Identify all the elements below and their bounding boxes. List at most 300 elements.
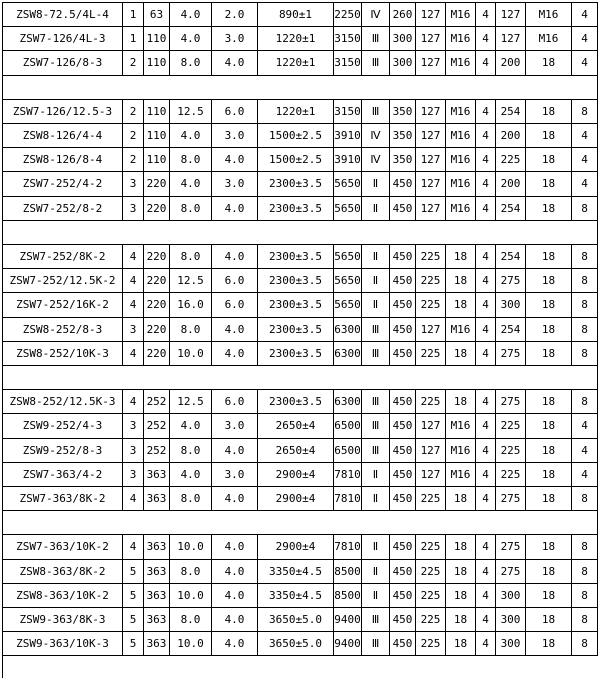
model-cell: ZSW9-363/8K-3 <box>3 608 123 631</box>
col-15-cell: 8 <box>572 584 598 607</box>
col-2-cell: 4 <box>123 245 144 268</box>
col-10-cell: 127 <box>416 172 446 195</box>
col-8-cell: Ⅲ <box>362 318 390 341</box>
table-row <box>3 197 598 221</box>
col-14-cell: 18 <box>526 439 572 462</box>
col-13-cell: 200 <box>496 51 526 74</box>
col-15-cell: 8 <box>572 560 598 583</box>
col-3-cell: 363 <box>144 487 170 510</box>
col-6-cell: 2900±4 <box>258 535 334 558</box>
col-10-cell: 127 <box>416 439 446 462</box>
col-2-cell: 2 <box>123 124 144 147</box>
col-4-cell: 4.0 <box>170 27 212 50</box>
group-separator <box>3 366 598 390</box>
col-10-cell: 225 <box>416 245 446 268</box>
col-15-cell: 8 <box>572 487 598 510</box>
col-14-cell: 18 <box>526 245 572 268</box>
col-11-cell: M16 <box>446 172 476 195</box>
col-6-cell: 2300±3.5 <box>258 172 334 195</box>
model-cell: ZSW7-363/10K-2 <box>3 535 123 558</box>
col-15-cell: 4 <box>572 3 598 26</box>
col-6-cell: 1220±1 <box>258 100 334 123</box>
col-6-cell: 1500±2.5 <box>258 148 334 171</box>
group-separator <box>3 76 598 100</box>
col-4-cell: 4.0 <box>170 172 212 195</box>
col-6-cell: 2300±3.5 <box>258 197 334 220</box>
col-8-cell: Ⅱ <box>362 269 390 292</box>
col-2-cell: 5 <box>123 632 144 655</box>
col-5-cell: 4.0 <box>212 560 258 583</box>
col-10-cell: 225 <box>416 390 446 413</box>
col-8-cell: Ⅱ <box>362 197 390 220</box>
col-10-cell: 127 <box>416 3 446 26</box>
col-14-cell: M16 <box>526 3 572 26</box>
col-10-cell: 225 <box>416 269 446 292</box>
col-13-cell: 127 <box>496 27 526 50</box>
col-12-cell: 4 <box>476 245 496 268</box>
col-10-cell: 127 <box>416 148 446 171</box>
col-9-cell: 300 <box>390 51 416 74</box>
model-cell: ZSW7-363/8K-2 <box>3 487 123 510</box>
col-4-cell: 12.5 <box>170 269 212 292</box>
col-2-cell: 3 <box>123 439 144 462</box>
col-4-cell: 8.0 <box>170 51 212 74</box>
col-13-cell: 275 <box>496 535 526 558</box>
col-2-cell: 3 <box>123 463 144 486</box>
col-6-cell: 3350±4.5 <box>258 560 334 583</box>
model-cell: ZSW8-252/8-3 <box>3 318 123 341</box>
table-row <box>3 342 598 366</box>
col-8-cell: Ⅱ <box>362 245 390 268</box>
col-12-cell: 4 <box>476 3 496 26</box>
col-5-cell: 3.0 <box>212 172 258 195</box>
col-6-cell: 2300±3.5 <box>258 318 334 341</box>
col-6-cell: 890±1 <box>258 3 334 26</box>
model-cell: ZSW9-363/10K-3 <box>3 632 123 655</box>
col-14-cell: 18 <box>526 124 572 147</box>
col-3-cell: 220 <box>144 269 170 292</box>
col-2-cell: 3 <box>123 414 144 437</box>
col-8-cell: Ⅲ <box>362 100 390 123</box>
col-5-cell: 6.0 <box>212 293 258 316</box>
col-14-cell: 18 <box>526 608 572 631</box>
table-row <box>3 318 598 342</box>
col-14-cell: 18 <box>526 463 572 486</box>
col-8-cell: Ⅱ <box>362 172 390 195</box>
col-5-cell: 6.0 <box>212 390 258 413</box>
col-9-cell: 450 <box>390 197 416 220</box>
col-13-cell: 254 <box>496 100 526 123</box>
table-row <box>3 293 598 317</box>
col-2-cell: 3 <box>123 197 144 220</box>
col-7-cell: 7810 <box>334 535 362 558</box>
col-6-cell: 2300±3.5 <box>258 269 334 292</box>
col-12-cell: 4 <box>476 100 496 123</box>
col-4-cell: 8.0 <box>170 608 212 631</box>
col-3-cell: 220 <box>144 318 170 341</box>
col-9-cell: 450 <box>390 487 416 510</box>
col-14-cell: 18 <box>526 269 572 292</box>
col-4-cell: 4.0 <box>170 3 212 26</box>
table-row <box>3 245 598 269</box>
col-6-cell: 2900±4 <box>258 463 334 486</box>
col-9-cell: 450 <box>390 535 416 558</box>
col-15-cell: 8 <box>572 342 598 365</box>
col-5-cell: 4.0 <box>212 148 258 171</box>
col-10-cell: 225 <box>416 608 446 631</box>
col-4-cell: 12.5 <box>170 390 212 413</box>
col-7-cell: 8500 <box>334 560 362 583</box>
table-row <box>3 608 598 632</box>
model-cell: ZSW8-126/8-4 <box>3 148 123 171</box>
model-cell: ZSW8-126/4-4 <box>3 124 123 147</box>
col-5-cell: 4.0 <box>212 487 258 510</box>
col-14-cell: 18 <box>526 342 572 365</box>
col-3-cell: 220 <box>144 245 170 268</box>
separator-cell <box>3 221 598 244</box>
model-cell: ZSW8-252/10K-3 <box>3 342 123 365</box>
col-10-cell: 127 <box>416 197 446 220</box>
col-4-cell: 4.0 <box>170 124 212 147</box>
col-6-cell: 2300±3.5 <box>258 293 334 316</box>
col-14-cell: 18 <box>526 172 572 195</box>
col-9-cell: 450 <box>390 390 416 413</box>
col-8-cell: Ⅱ <box>362 535 390 558</box>
col-8-cell: Ⅱ <box>362 293 390 316</box>
model-cell: ZSW7-363/4-2 <box>3 463 123 486</box>
col-9-cell: 450 <box>390 439 416 462</box>
col-3-cell: 252 <box>144 414 170 437</box>
model-cell: ZSW8-363/10K-2 <box>3 584 123 607</box>
col-11-cell: M16 <box>446 197 476 220</box>
col-5-cell: 4.0 <box>212 197 258 220</box>
col-12-cell: 4 <box>476 51 496 74</box>
col-6-cell: 2900±4 <box>258 487 334 510</box>
col-11-cell: 18 <box>446 245 476 268</box>
col-13-cell: 275 <box>496 390 526 413</box>
col-13-cell: 200 <box>496 172 526 195</box>
col-11-cell: 18 <box>446 390 476 413</box>
col-3-cell: 363 <box>144 463 170 486</box>
col-8-cell: Ⅲ <box>362 390 390 413</box>
col-2-cell: 3 <box>123 172 144 195</box>
col-12-cell: 4 <box>476 318 496 341</box>
col-12-cell: 4 <box>476 124 496 147</box>
col-15-cell: 8 <box>572 245 598 268</box>
col-6-cell: 2300±3.5 <box>258 342 334 365</box>
col-13-cell: 254 <box>496 318 526 341</box>
model-cell: ZSW7-126/12.5-3 <box>3 100 123 123</box>
col-4-cell: 4.0 <box>170 414 212 437</box>
col-9-cell: 450 <box>390 342 416 365</box>
col-15-cell: 8 <box>572 100 598 123</box>
col-12-cell: 4 <box>476 197 496 220</box>
table-row <box>3 172 598 196</box>
col-9-cell: 350 <box>390 124 416 147</box>
separator-cell <box>3 366 598 389</box>
col-14-cell: 18 <box>526 100 572 123</box>
col-14-cell: 18 <box>526 632 572 655</box>
col-9-cell: 300 <box>390 27 416 50</box>
col-6-cell: 2650±4 <box>258 414 334 437</box>
col-14-cell: 18 <box>526 487 572 510</box>
col-7-cell: 7810 <box>334 487 362 510</box>
table-row <box>3 390 598 414</box>
separator-cell <box>3 76 598 99</box>
col-6-cell: 1220±1 <box>258 51 334 74</box>
col-13-cell: 225 <box>496 148 526 171</box>
table-row <box>3 560 598 584</box>
col-7-cell: 5650 <box>334 197 362 220</box>
col-14-cell: 18 <box>526 584 572 607</box>
col-10-cell: 127 <box>416 124 446 147</box>
col-15-cell: 8 <box>572 197 598 220</box>
col-13-cell: 225 <box>496 439 526 462</box>
col-11-cell: M16 <box>446 27 476 50</box>
col-6-cell: 1500±2.5 <box>258 124 334 147</box>
table-row <box>3 124 598 148</box>
col-12-cell: 4 <box>476 269 496 292</box>
col-3-cell: 363 <box>144 608 170 631</box>
col-4-cell: 8.0 <box>170 148 212 171</box>
col-5-cell: 3.0 <box>212 414 258 437</box>
table-row <box>3 269 598 293</box>
col-11-cell: M16 <box>446 439 476 462</box>
col-7-cell: 3150 <box>334 51 362 74</box>
group-separator <box>3 221 598 245</box>
col-7-cell: 5650 <box>334 269 362 292</box>
col-12-cell: 4 <box>476 172 496 195</box>
col-7-cell: 6300 <box>334 390 362 413</box>
col-10-cell: 127 <box>416 463 446 486</box>
col-14-cell: 18 <box>526 414 572 437</box>
col-10-cell: 127 <box>416 414 446 437</box>
col-15-cell: 4 <box>572 439 598 462</box>
table-row <box>3 584 598 608</box>
col-2-cell: 5 <box>123 608 144 631</box>
col-13-cell: 275 <box>496 487 526 510</box>
col-3-cell: 110 <box>144 124 170 147</box>
col-5-cell: 4.0 <box>212 439 258 462</box>
col-13-cell: 225 <box>496 463 526 486</box>
col-2-cell: 4 <box>123 293 144 316</box>
col-3-cell: 363 <box>144 632 170 655</box>
col-3-cell: 363 <box>144 560 170 583</box>
model-cell: ZSW9-252/8-3 <box>3 439 123 462</box>
col-5-cell: 4.0 <box>212 632 258 655</box>
table-row <box>3 632 598 656</box>
col-5-cell: 4.0 <box>212 318 258 341</box>
col-4-cell: 8.0 <box>170 487 212 510</box>
col-7-cell: 8500 <box>334 584 362 607</box>
col-8-cell: Ⅲ <box>362 27 390 50</box>
col-8-cell: Ⅲ <box>362 632 390 655</box>
col-13-cell: 225 <box>496 414 526 437</box>
col-12-cell: 4 <box>476 414 496 437</box>
col-4-cell: 16.0 <box>170 293 212 316</box>
col-7-cell: 3150 <box>334 100 362 123</box>
col-8-cell: Ⅱ <box>362 560 390 583</box>
col-10-cell: 225 <box>416 342 446 365</box>
col-14-cell: 18 <box>526 197 572 220</box>
col-13-cell: 300 <box>496 584 526 607</box>
col-3-cell: 63 <box>144 3 170 26</box>
col-2-cell: 5 <box>123 584 144 607</box>
col-2-cell: 5 <box>123 560 144 583</box>
col-7-cell: 6300 <box>334 342 362 365</box>
col-11-cell: 18 <box>446 342 476 365</box>
col-12-cell: 4 <box>476 148 496 171</box>
col-7-cell: 3910 <box>334 124 362 147</box>
col-4-cell: 10.0 <box>170 632 212 655</box>
table-row <box>3 414 598 438</box>
col-14-cell: 18 <box>526 535 572 558</box>
col-12-cell: 4 <box>476 560 496 583</box>
col-7-cell: 9400 <box>334 632 362 655</box>
col-9-cell: 450 <box>390 172 416 195</box>
col-11-cell: 18 <box>446 487 476 510</box>
col-4-cell: 10.0 <box>170 535 212 558</box>
col-2-cell: 1 <box>123 27 144 50</box>
col-13-cell: 300 <box>496 293 526 316</box>
col-11-cell: M16 <box>446 124 476 147</box>
model-cell: ZSW7-252/4-2 <box>3 172 123 195</box>
col-5-cell: 2.0 <box>212 3 258 26</box>
col-13-cell: 200 <box>496 124 526 147</box>
col-7-cell: 2250 <box>334 3 362 26</box>
col-12-cell: 4 <box>476 535 496 558</box>
col-12-cell: 4 <box>476 293 496 316</box>
col-6-cell: 3650±5.0 <box>258 632 334 655</box>
col-13-cell: 275 <box>496 269 526 292</box>
col-14-cell: 18 <box>526 390 572 413</box>
model-cell: ZSW7-252/8-2 <box>3 197 123 220</box>
col-3-cell: 220 <box>144 172 170 195</box>
col-14-cell: M16 <box>526 27 572 50</box>
col-5-cell: 3.0 <box>212 27 258 50</box>
col-6-cell: 2650±4 <box>258 439 334 462</box>
col-13-cell: 300 <box>496 632 526 655</box>
col-12-cell: 4 <box>476 487 496 510</box>
col-2-cell: 4 <box>123 390 144 413</box>
group-separator <box>3 511 598 535</box>
col-3-cell: 110 <box>144 148 170 171</box>
col-15-cell: 4 <box>572 414 598 437</box>
col-7-cell: 6500 <box>334 414 362 437</box>
col-10-cell: 225 <box>416 632 446 655</box>
col-10-cell: 225 <box>416 535 446 558</box>
table-row <box>3 439 598 463</box>
col-15-cell: 4 <box>572 148 598 171</box>
col-14-cell: 18 <box>526 560 572 583</box>
col-6-cell: 3650±5.0 <box>258 608 334 631</box>
col-8-cell: Ⅱ <box>362 463 390 486</box>
col-12-cell: 4 <box>476 27 496 50</box>
col-2-cell: 2 <box>123 148 144 171</box>
col-15-cell: 8 <box>572 535 598 558</box>
col-7-cell: 5650 <box>334 293 362 316</box>
col-7-cell: 9400 <box>334 608 362 631</box>
col-13-cell: 254 <box>496 197 526 220</box>
col-7-cell: 3150 <box>334 27 362 50</box>
col-3-cell: 110 <box>144 51 170 74</box>
col-3-cell: 220 <box>144 293 170 316</box>
col-8-cell: Ⅱ <box>362 584 390 607</box>
col-2-cell: 3 <box>123 318 144 341</box>
col-11-cell: 18 <box>446 560 476 583</box>
col-2-cell: 2 <box>123 100 144 123</box>
col-4-cell: 8.0 <box>170 318 212 341</box>
col-8-cell: Ⅲ <box>362 414 390 437</box>
col-5-cell: 6.0 <box>212 100 258 123</box>
col-10-cell: 127 <box>416 100 446 123</box>
col-14-cell: 18 <box>526 318 572 341</box>
col-11-cell: M16 <box>446 148 476 171</box>
col-4-cell: 8.0 <box>170 439 212 462</box>
col-15-cell: 4 <box>572 27 598 50</box>
col-15-cell: 8 <box>572 269 598 292</box>
col-6-cell: 2300±3.5 <box>258 245 334 268</box>
col-3-cell: 252 <box>144 439 170 462</box>
col-9-cell: 450 <box>390 560 416 583</box>
col-12-cell: 4 <box>476 463 496 486</box>
model-cell: ZSW7-252/12.5K-2 <box>3 269 123 292</box>
col-9-cell: 450 <box>390 245 416 268</box>
col-2-cell: 1 <box>123 3 144 26</box>
model-cell: ZSW8-252/12.5K-3 <box>3 390 123 413</box>
col-10-cell: 127 <box>416 27 446 50</box>
col-10-cell: 127 <box>416 51 446 74</box>
col-11-cell: M16 <box>446 3 476 26</box>
col-15-cell: 4 <box>572 51 598 74</box>
separator-cell <box>3 511 598 534</box>
col-10-cell: 225 <box>416 584 446 607</box>
col-12-cell: 4 <box>476 608 496 631</box>
col-10-cell: 225 <box>416 293 446 316</box>
col-3-cell: 220 <box>144 342 170 365</box>
model-cell: ZSW7-126/8-3 <box>3 51 123 74</box>
col-4-cell: 10.0 <box>170 584 212 607</box>
col-3-cell: 252 <box>144 390 170 413</box>
col-6-cell: 1220±1 <box>258 27 334 50</box>
table-row <box>3 535 598 559</box>
col-9-cell: 450 <box>390 318 416 341</box>
col-15-cell: 4 <box>572 124 598 147</box>
col-15-cell: 8 <box>572 318 598 341</box>
table-row <box>3 487 598 511</box>
col-5-cell: 4.0 <box>212 608 258 631</box>
col-13-cell: 254 <box>496 245 526 268</box>
col-9-cell: 350 <box>390 148 416 171</box>
col-13-cell: 275 <box>496 560 526 583</box>
col-11-cell: M16 <box>446 414 476 437</box>
col-4-cell: 8.0 <box>170 560 212 583</box>
table-row <box>3 463 598 487</box>
col-5-cell: 4.0 <box>212 342 258 365</box>
col-5-cell: 6.0 <box>212 269 258 292</box>
col-15-cell: 8 <box>572 632 598 655</box>
col-9-cell: 350 <box>390 100 416 123</box>
col-9-cell: 450 <box>390 293 416 316</box>
col-8-cell: Ⅲ <box>362 51 390 74</box>
col-15-cell: 4 <box>572 172 598 195</box>
table-row <box>3 51 598 75</box>
col-9-cell: 450 <box>390 608 416 631</box>
col-7-cell: 5650 <box>334 172 362 195</box>
col-9-cell: 450 <box>390 632 416 655</box>
col-14-cell: 18 <box>526 293 572 316</box>
col-3-cell: 363 <box>144 584 170 607</box>
